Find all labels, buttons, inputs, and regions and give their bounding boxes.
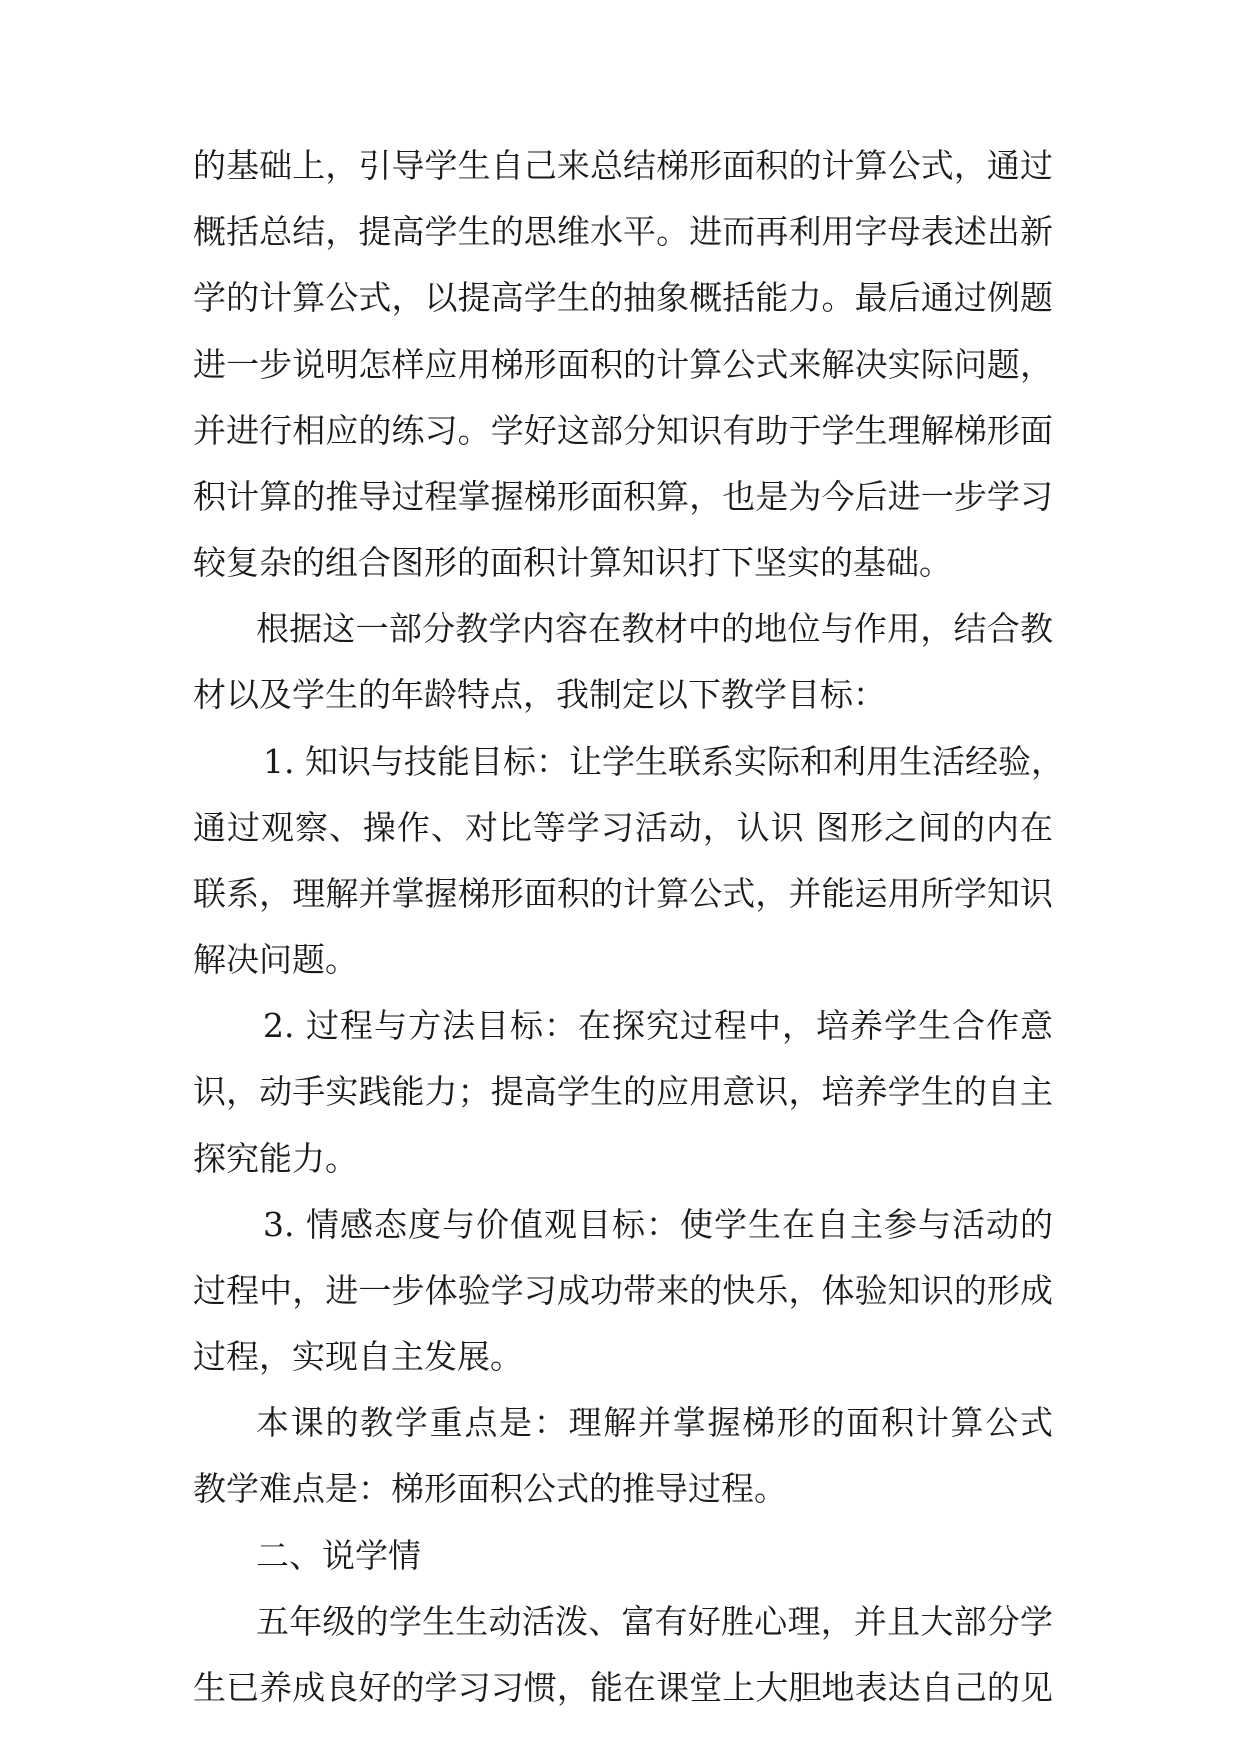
text-line: 学的计算公式，以提高学生的抽象概括能力。最后通过例题 [193, 278, 1053, 318]
text-line: 的基础上，引导学生自己来总结梯形面积的计算公式，通过 [193, 146, 1053, 185]
text-line: 概括总结，提高学生的思维水平。进而再利用字母表述出新 [193, 212, 1053, 252]
text-line: 通过观察、操作、对比等学习活动，认识 图形之间的内在 [193, 807, 1053, 847]
text-line: 材以及学生的年龄特点，我制定以下教学目标： [193, 675, 886, 715]
list-item-1-first-line: 1. 知识与技能目标：让学生联系实际和利用生活经验， [263, 741, 1064, 781]
text-line: 五年级的学生生动活泼、富有好胜心理，并且大部分学 [256, 1601, 1053, 1641]
text-line: 教学难点是：梯形面积公式的推导过程。 [193, 1469, 787, 1509]
list-item-3-first-line: 3. 情感态度与价值观目标：使学生在自主参与活动的 [263, 1204, 1053, 1244]
text-line: 过程中，进一步体验学习成功带来的快乐，体验知识的形成 [193, 1270, 1053, 1310]
text-line: 识，动手实践能力；提高学生的应用意识，培养学生的自主 [193, 1072, 1053, 1112]
list-item-2-first-line: 2. 过程与方法目标：在探究过程中，培养学生合作意 [263, 1006, 1053, 1046]
text-line: 并进行相应的练习。学好这部分知识有助于学生理解梯形面 [193, 410, 1053, 450]
text-line: 进一步说明怎样应用梯形面积的计算公式来解决实际问题， [193, 344, 1053, 384]
text-line: 解决问题。 [193, 940, 358, 980]
paragraph-first-line: 本课的教学重点是：理解并掌握梯形的面积计算公式 [256, 1403, 1053, 1443]
paragraph-first-line: 根据这一部分教学内容在教材中的地位与作用，结合教 [256, 609, 1053, 649]
text-line: 较复杂的组合图形的面积计算知识打下坚实的基础。 [193, 543, 952, 583]
text-line: 生已养成良好的学习习惯，能在课堂上大胆地表达自己的见 [193, 1668, 1053, 1707]
section-heading: 二、说学情 [256, 1535, 421, 1575]
text-line: 探究能力。 [193, 1138, 358, 1178]
text-line: 积计算的推导过程掌握梯形面积算，也是为今后进一步学习 [193, 476, 1053, 516]
text-line: 过程，实现自主发展。 [193, 1337, 523, 1377]
text-line: 联系，理解并掌握梯形面积的计算公式，并能运用所学知识 [193, 873, 1053, 913]
